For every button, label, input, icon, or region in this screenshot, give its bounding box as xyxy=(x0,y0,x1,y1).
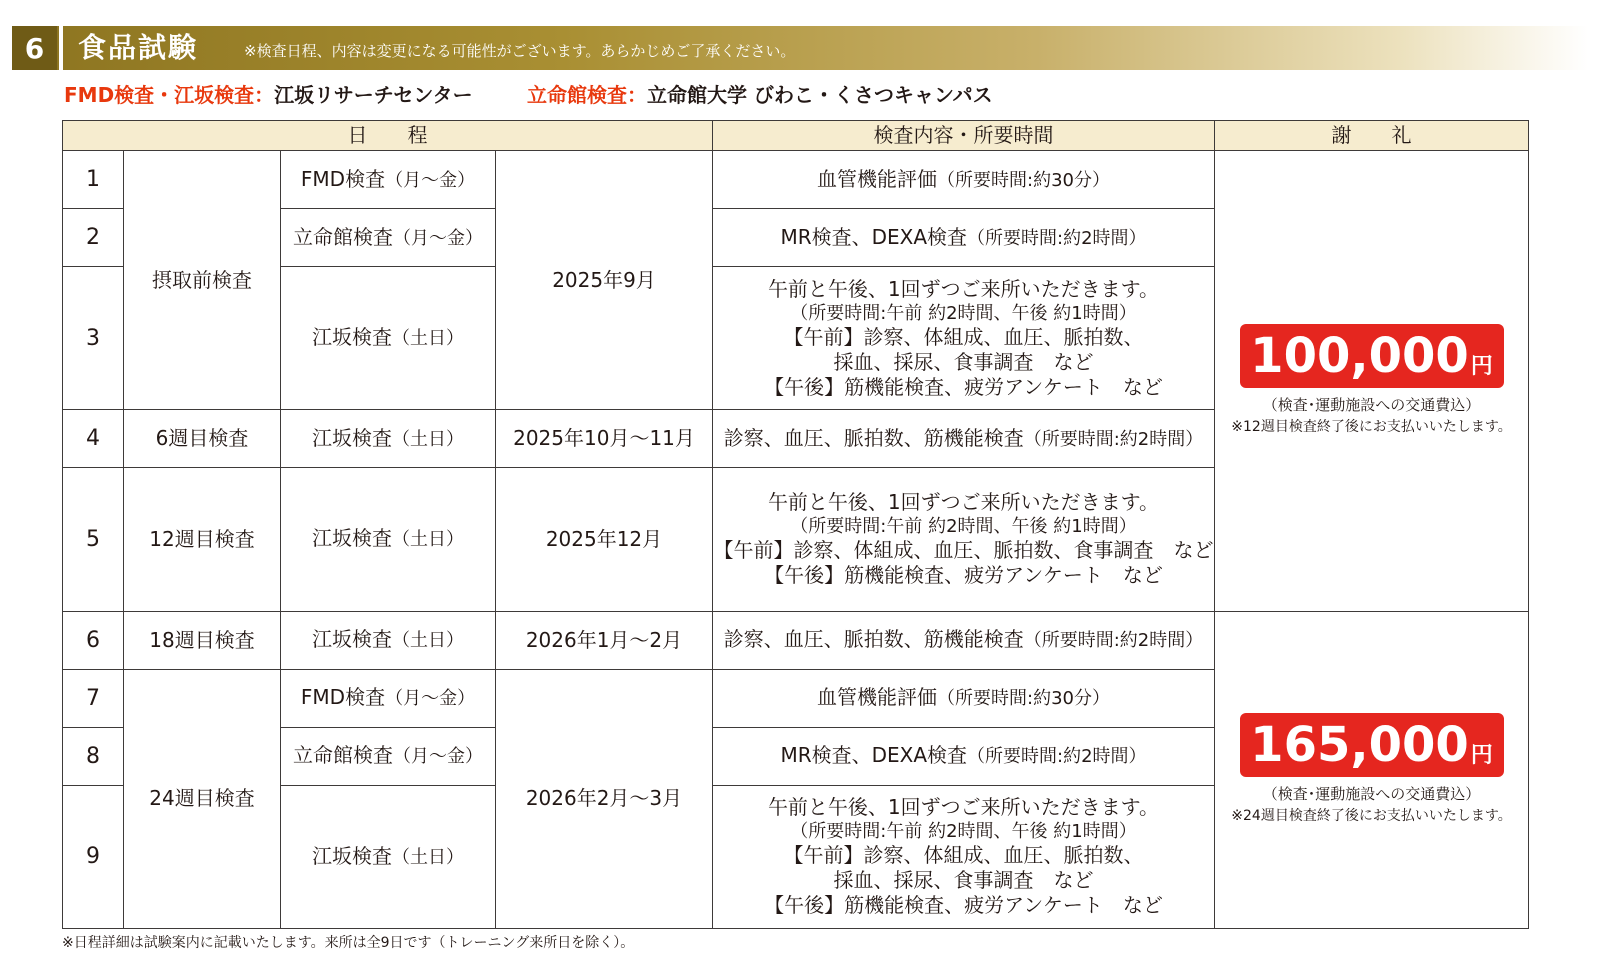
row-number: 6 xyxy=(63,611,124,669)
content-main: 血管機能評価 xyxy=(817,166,938,191)
footer-note: ※日程詳細は試験案内に記載いたします。来所は全9日です（トレーニング来所日を除く）。 xyxy=(62,935,635,951)
content-line: 【午後】筋機能検査、疲労アンケート など xyxy=(764,374,1163,399)
content-line: 採血、採尿、食事調査 など xyxy=(833,349,1094,374)
content-time: （所要時間:約2時間） xyxy=(1023,630,1204,652)
location-1 xyxy=(64,83,473,107)
content-line: （所要時間:午前 約2時間、午後 約1時間） xyxy=(790,302,1137,324)
group-w24: 24週目検査 xyxy=(124,669,281,928)
exam-days: （月～金） xyxy=(393,746,483,768)
group-pre: 摂取前検査 xyxy=(124,151,281,410)
content-cell xyxy=(713,410,1215,468)
location-1-value: 江坂リサーチセンター xyxy=(274,83,473,107)
locations-line xyxy=(64,80,993,110)
exam-name-cell xyxy=(281,410,496,468)
section-separator xyxy=(59,26,63,70)
reward-amount: 165,000 xyxy=(1250,716,1469,773)
content-cell xyxy=(713,669,1215,727)
reward-cell-2 xyxy=(1215,611,1529,928)
reward-note-transport: （検査･運動施設への交通費込） xyxy=(1262,784,1481,803)
reward-note-transport: （検査･運動施設への交通費込） xyxy=(1262,395,1481,414)
row-number: 9 xyxy=(63,785,124,928)
reward-amount: 100,000 xyxy=(1250,327,1469,384)
reward-cell-1 xyxy=(1215,151,1529,612)
reward-unit: 円 xyxy=(1470,353,1493,379)
header-content: 検査内容・所要時間 xyxy=(713,121,1215,151)
reward-badge xyxy=(1240,324,1504,388)
location-2 xyxy=(527,80,993,110)
content-main: MR検査、DEXA検査 xyxy=(780,743,968,768)
location-1-label: FMD検査・江坂検査： xyxy=(64,83,275,107)
row-number: 5 xyxy=(63,468,124,611)
exam-days: （月～金） xyxy=(385,169,476,191)
period-5: 2025年12月 xyxy=(496,468,713,611)
content-time: （所要時間:約30分） xyxy=(937,169,1110,191)
exam-name: 江坂検査 xyxy=(312,843,392,868)
exam-name: FMD検査 xyxy=(300,166,386,191)
content-line: 午前と午後、1回ずつご来所いただきます。 xyxy=(767,795,1160,820)
exam-days: （土日） xyxy=(392,630,464,652)
section-note: ※検査日程、内容は変更になる可能性がございます。あらかじめご了承ください。 xyxy=(244,42,796,60)
content-line: 午前と午後、1回ずつご来所いただきます。 xyxy=(767,276,1160,301)
table-row xyxy=(63,151,1529,209)
section-header-bar xyxy=(12,26,1588,70)
content-line: 【午前】診察、体組成、血圧、脈拍数、 xyxy=(783,324,1144,349)
section-title: 食品試験 xyxy=(78,31,199,64)
content-cell xyxy=(713,151,1215,209)
content-line: 【午後】筋機能検査、疲労アンケート など xyxy=(764,893,1163,918)
reward-note-payment: ※12週目検査終了後にお支払いいたします。 xyxy=(1231,418,1512,435)
period-4: 2025年10月～11月 xyxy=(496,410,713,468)
row-number: 3 xyxy=(63,267,124,410)
content-time: （所要時間:約2時間） xyxy=(967,227,1147,249)
exam-days: （土日） xyxy=(392,846,464,868)
exam-days: （土日） xyxy=(392,428,464,450)
period-7: 2026年2月～3月 xyxy=(496,669,713,928)
exam-days: （月～金） xyxy=(385,688,476,710)
exam-name-cell xyxy=(281,727,496,785)
exam-name-cell xyxy=(281,151,496,209)
content-cell xyxy=(713,267,1215,410)
reward-badge xyxy=(1240,713,1504,777)
period-6: 2026年1月～2月 xyxy=(496,611,713,669)
content-cell xyxy=(713,209,1215,267)
exam-days: （土日） xyxy=(392,529,464,551)
location-2-label: 立命館検査： xyxy=(527,83,647,107)
content-cell xyxy=(713,468,1215,611)
exam-name: 立命館検査 xyxy=(293,743,393,768)
row-number: 7 xyxy=(63,669,124,727)
content-line: 【午前】診察、体組成、血圧、脈拍数、食事調査 など xyxy=(713,538,1214,563)
group-w12: 12週目検査 xyxy=(124,468,281,611)
exam-name-cell xyxy=(281,267,496,410)
content-line: （所要時間:午前 約2時間、午後 約1時間） xyxy=(790,516,1137,538)
location-2-value: 立命館大学 びわこ・くさつキャンパス xyxy=(647,83,993,107)
content-line: 採血、採尿、食事調査 など xyxy=(833,868,1094,893)
row-number: 2 xyxy=(63,209,124,267)
exam-name-cell xyxy=(281,669,496,727)
content-main: 診察、血圧、脈拍数、筋機能検査 xyxy=(723,425,1024,450)
reward-note-payment: ※24週目検査終了後にお支払いいたします。 xyxy=(1231,807,1512,824)
exam-days: （月～金） xyxy=(393,227,483,249)
exam-name: 江坂検査 xyxy=(312,325,392,350)
exam-name-cell xyxy=(281,611,496,669)
content-main: 診察、血圧、脈拍数、筋機能検査 xyxy=(723,627,1024,652)
content-cell xyxy=(713,785,1215,928)
content-main: MR検査、DEXA検査 xyxy=(780,224,968,249)
content-time: （所要時間:約2時間） xyxy=(1023,428,1204,450)
period-1: 2025年9月 xyxy=(496,151,713,410)
content-line: 【午前】診察、体組成、血圧、脈拍数、 xyxy=(783,843,1144,868)
exam-name: 江坂検査 xyxy=(312,425,392,450)
row-number: 1 xyxy=(63,151,124,209)
header-schedule: 日 程 xyxy=(63,121,713,151)
section-number: 6 xyxy=(12,26,57,70)
group-w6: 6週目検査 xyxy=(124,410,281,468)
exam-name-cell xyxy=(281,468,496,611)
content-line: （所要時間:午前 約2時間、午後 約1時間） xyxy=(790,821,1137,843)
content-time: （所要時間:約2時間） xyxy=(967,746,1147,768)
content-line: 【午後】筋機能検査、疲労アンケート など xyxy=(764,563,1163,588)
row-number: 4 xyxy=(63,410,124,468)
exam-name-cell xyxy=(281,785,496,928)
exam-name-cell xyxy=(281,209,496,267)
table-row xyxy=(63,611,1529,669)
exam-name: FMD検査 xyxy=(300,685,386,710)
row-number: 8 xyxy=(63,727,124,785)
header-reward: 謝 礼 xyxy=(1215,121,1529,151)
reward-unit: 円 xyxy=(1470,742,1493,768)
content-cell xyxy=(713,727,1215,785)
exam-name: 立命館検査 xyxy=(293,224,393,249)
content-time: （所要時間:約30分） xyxy=(937,688,1110,710)
content-main: 血管機能評価 xyxy=(817,685,938,710)
exam-name: 江坂検査 xyxy=(312,627,392,652)
exam-name: 江坂検査 xyxy=(312,526,392,551)
content-cell xyxy=(713,611,1215,669)
schedule-table xyxy=(62,120,1529,929)
table-header-row xyxy=(63,121,1529,151)
content-line: 午前と午後、1回ずつご来所いただきます。 xyxy=(767,490,1160,515)
group-w18: 18週目検査 xyxy=(124,611,281,669)
exam-days: （土日） xyxy=(392,328,464,350)
